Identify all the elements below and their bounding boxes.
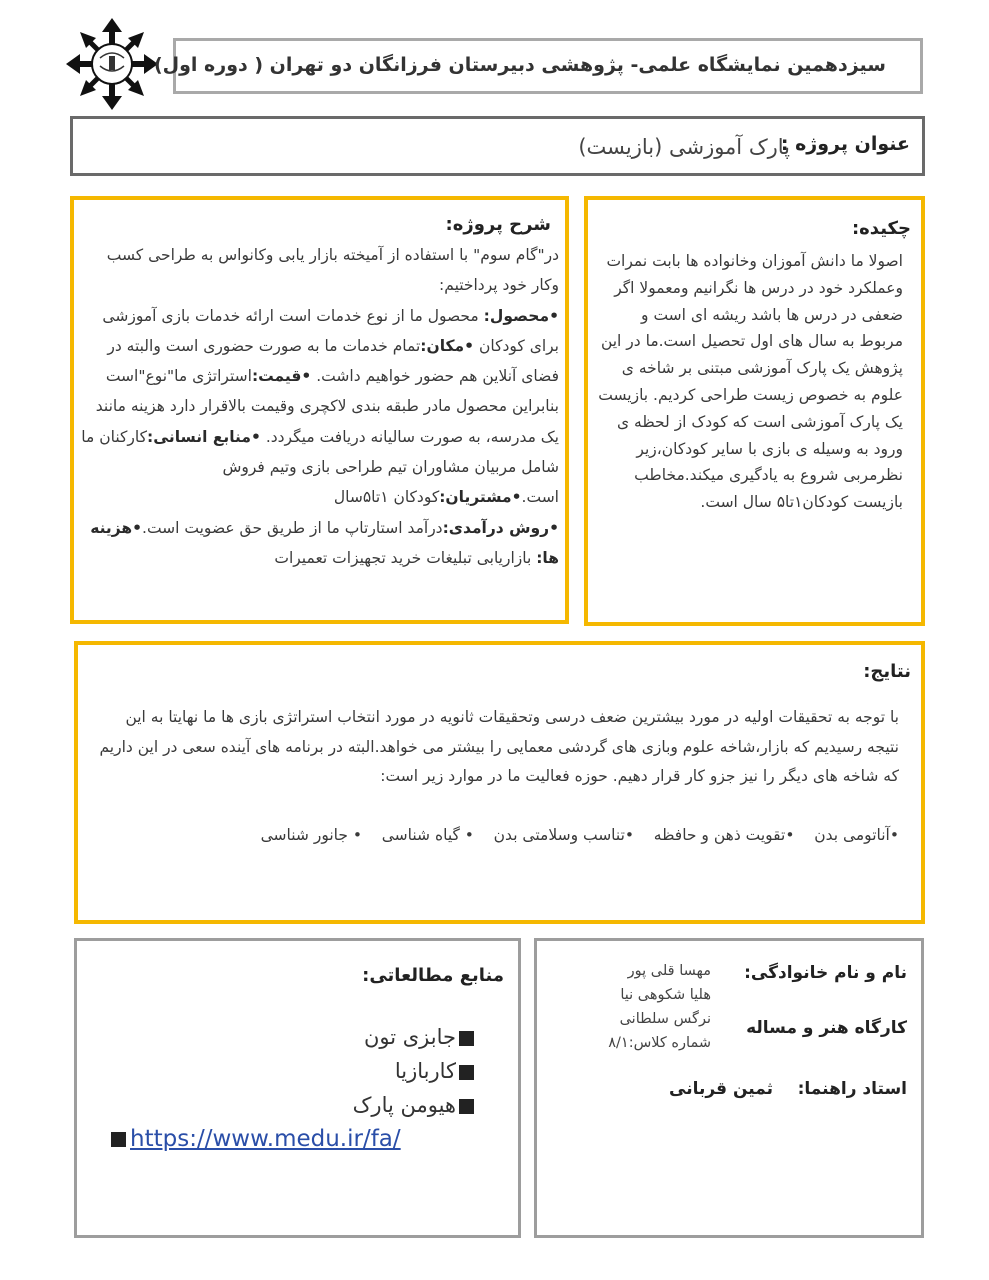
student-name: هلیا شکوهی نیا xyxy=(620,987,711,1003)
student-info-box xyxy=(534,938,924,1238)
project-title-box xyxy=(70,116,925,176)
results-text: با توجه به تحقیقات اولیه در مورد بیشترین ضعف درسی وتحقیقات ثانویه در مورد انتخاب استراتژی بازی ها ما نهایتا به این نتیجه رسیدیم که بازار،شاخه علوم وبازی های گردشی معمایی را بیشتر می خواهد.البته در برنامه های آینده سعی در این داریم که شاخه های دیگر را نیز جزو کار قرار دهیم. حوزه فعالیت ما در موارد زیر است: xyxy=(99,708,899,785)
bullet-square-icon xyxy=(111,1132,126,1147)
source-link[interactable]: https://www.medu.ir/fa/ xyxy=(111,1126,401,1152)
results-focus-list xyxy=(261,820,899,850)
abstract-box xyxy=(584,196,925,626)
workshop-label: کارگاه هنر و مساله xyxy=(746,1018,907,1038)
focus-item: • جانور شناسی xyxy=(260,826,363,844)
student-name: مهسا قلی پور xyxy=(627,963,711,979)
abstract-text: اصولا ما دانش آموزان وخانواده ها بابت نمرات وعملکرد خود در درس ها نگرانیم ومعمولا اگر ضعفی در درس ها باشد ریشه ای است و مربوط به سال های اول تحصیل است.ما در این پژوهش یک پارک آموزشی مبتنی بر شاخه ی علوم به خصوص زیست طراحی کردیم. بازیست یک پارک آموزشی است که کودک از لحظه ی ورود به وسیله ی بازی با سایر کودکان،زیر نظرمربی شروع به یادگیری میکند.مخاطب بازیست کودکان۱تا۵ سال است. xyxy=(598,252,903,512)
focus-item: •تناسب وسلامتی بدن xyxy=(493,826,635,844)
sources-heading: منابع مطالعاتی: xyxy=(362,965,504,986)
results-box xyxy=(74,641,925,924)
project-title-label: عنوان پروژه : xyxy=(780,133,910,155)
bullet-square-icon xyxy=(459,1099,474,1114)
source-item: جابزی تون xyxy=(364,1025,474,1049)
name-label: نام و نام خانوادگی: xyxy=(744,963,907,983)
school-logo xyxy=(66,18,158,110)
source-item: هیومن پارک xyxy=(353,1093,474,1117)
focus-item: •آناتومی بدن xyxy=(814,826,899,844)
project-title-value: پارک آموزشی (بازیست) xyxy=(578,135,790,159)
description-heading: شرح پروژه: xyxy=(445,214,551,235)
sources-box xyxy=(74,938,521,1238)
description-text: در"گام سوم" با استفاده از آمیخته بازار یابی وکانواس به طراحی کسب وکار خود پرداختیم: •محصول: محصول ما از نوع خدمات است ارائه خدمات بازی آموزشی برای کودکان •مکان:تمام خدمات ما به صورت حضوری است والبته در فضای آنلاین هم حضور خواهیم داشت. •قیمت:استراتژی ما"نوع"است بنابراین محصول مادر طبقه بندی لاکچری وقیمت بالاقرار دارد هزینه مانند یک مدرسه، به صورت سالیانه دریافت میگردد. •منابع انسانی:کارکنان ما شامل مربیان مشاوران تیم طراحی بازی وتیم فروش است.•مشتریان:کودکان ۱تا۵سال •روش درآمدی:درآمد استارتاپ ما از طریق حق عضویت است.•هزینه ها: بازاریابی تبلیغات خرید تجهیزات تعمیرات xyxy=(81,246,559,567)
focus-item: • گیاه شناسی xyxy=(381,826,474,844)
bullet-square-icon xyxy=(459,1065,474,1080)
header-title: سیزدهمین نمایشگاه علمی- پژوهشی دبیرستان فرزانگان دو تهران ( دوره اول) xyxy=(153,54,886,76)
focus-item: •تقویت ذهن و حافظه xyxy=(653,826,795,844)
advisor-label: استاد راهنما: xyxy=(797,1079,907,1099)
header-banner xyxy=(153,38,923,94)
project-description-box xyxy=(70,196,569,624)
advisor-name: ثمین قربانی xyxy=(669,1079,773,1099)
results-heading: نتایج: xyxy=(863,661,911,682)
class-number: شماره کلاس:۸/۱ xyxy=(608,1035,711,1051)
bullet-square-icon xyxy=(459,1031,474,1046)
student-names xyxy=(608,959,711,1055)
student-name: نرگس سلطانی xyxy=(619,1011,711,1027)
abstract-heading: چکیده: xyxy=(851,218,911,239)
source-item: کاربازیا xyxy=(395,1059,474,1083)
